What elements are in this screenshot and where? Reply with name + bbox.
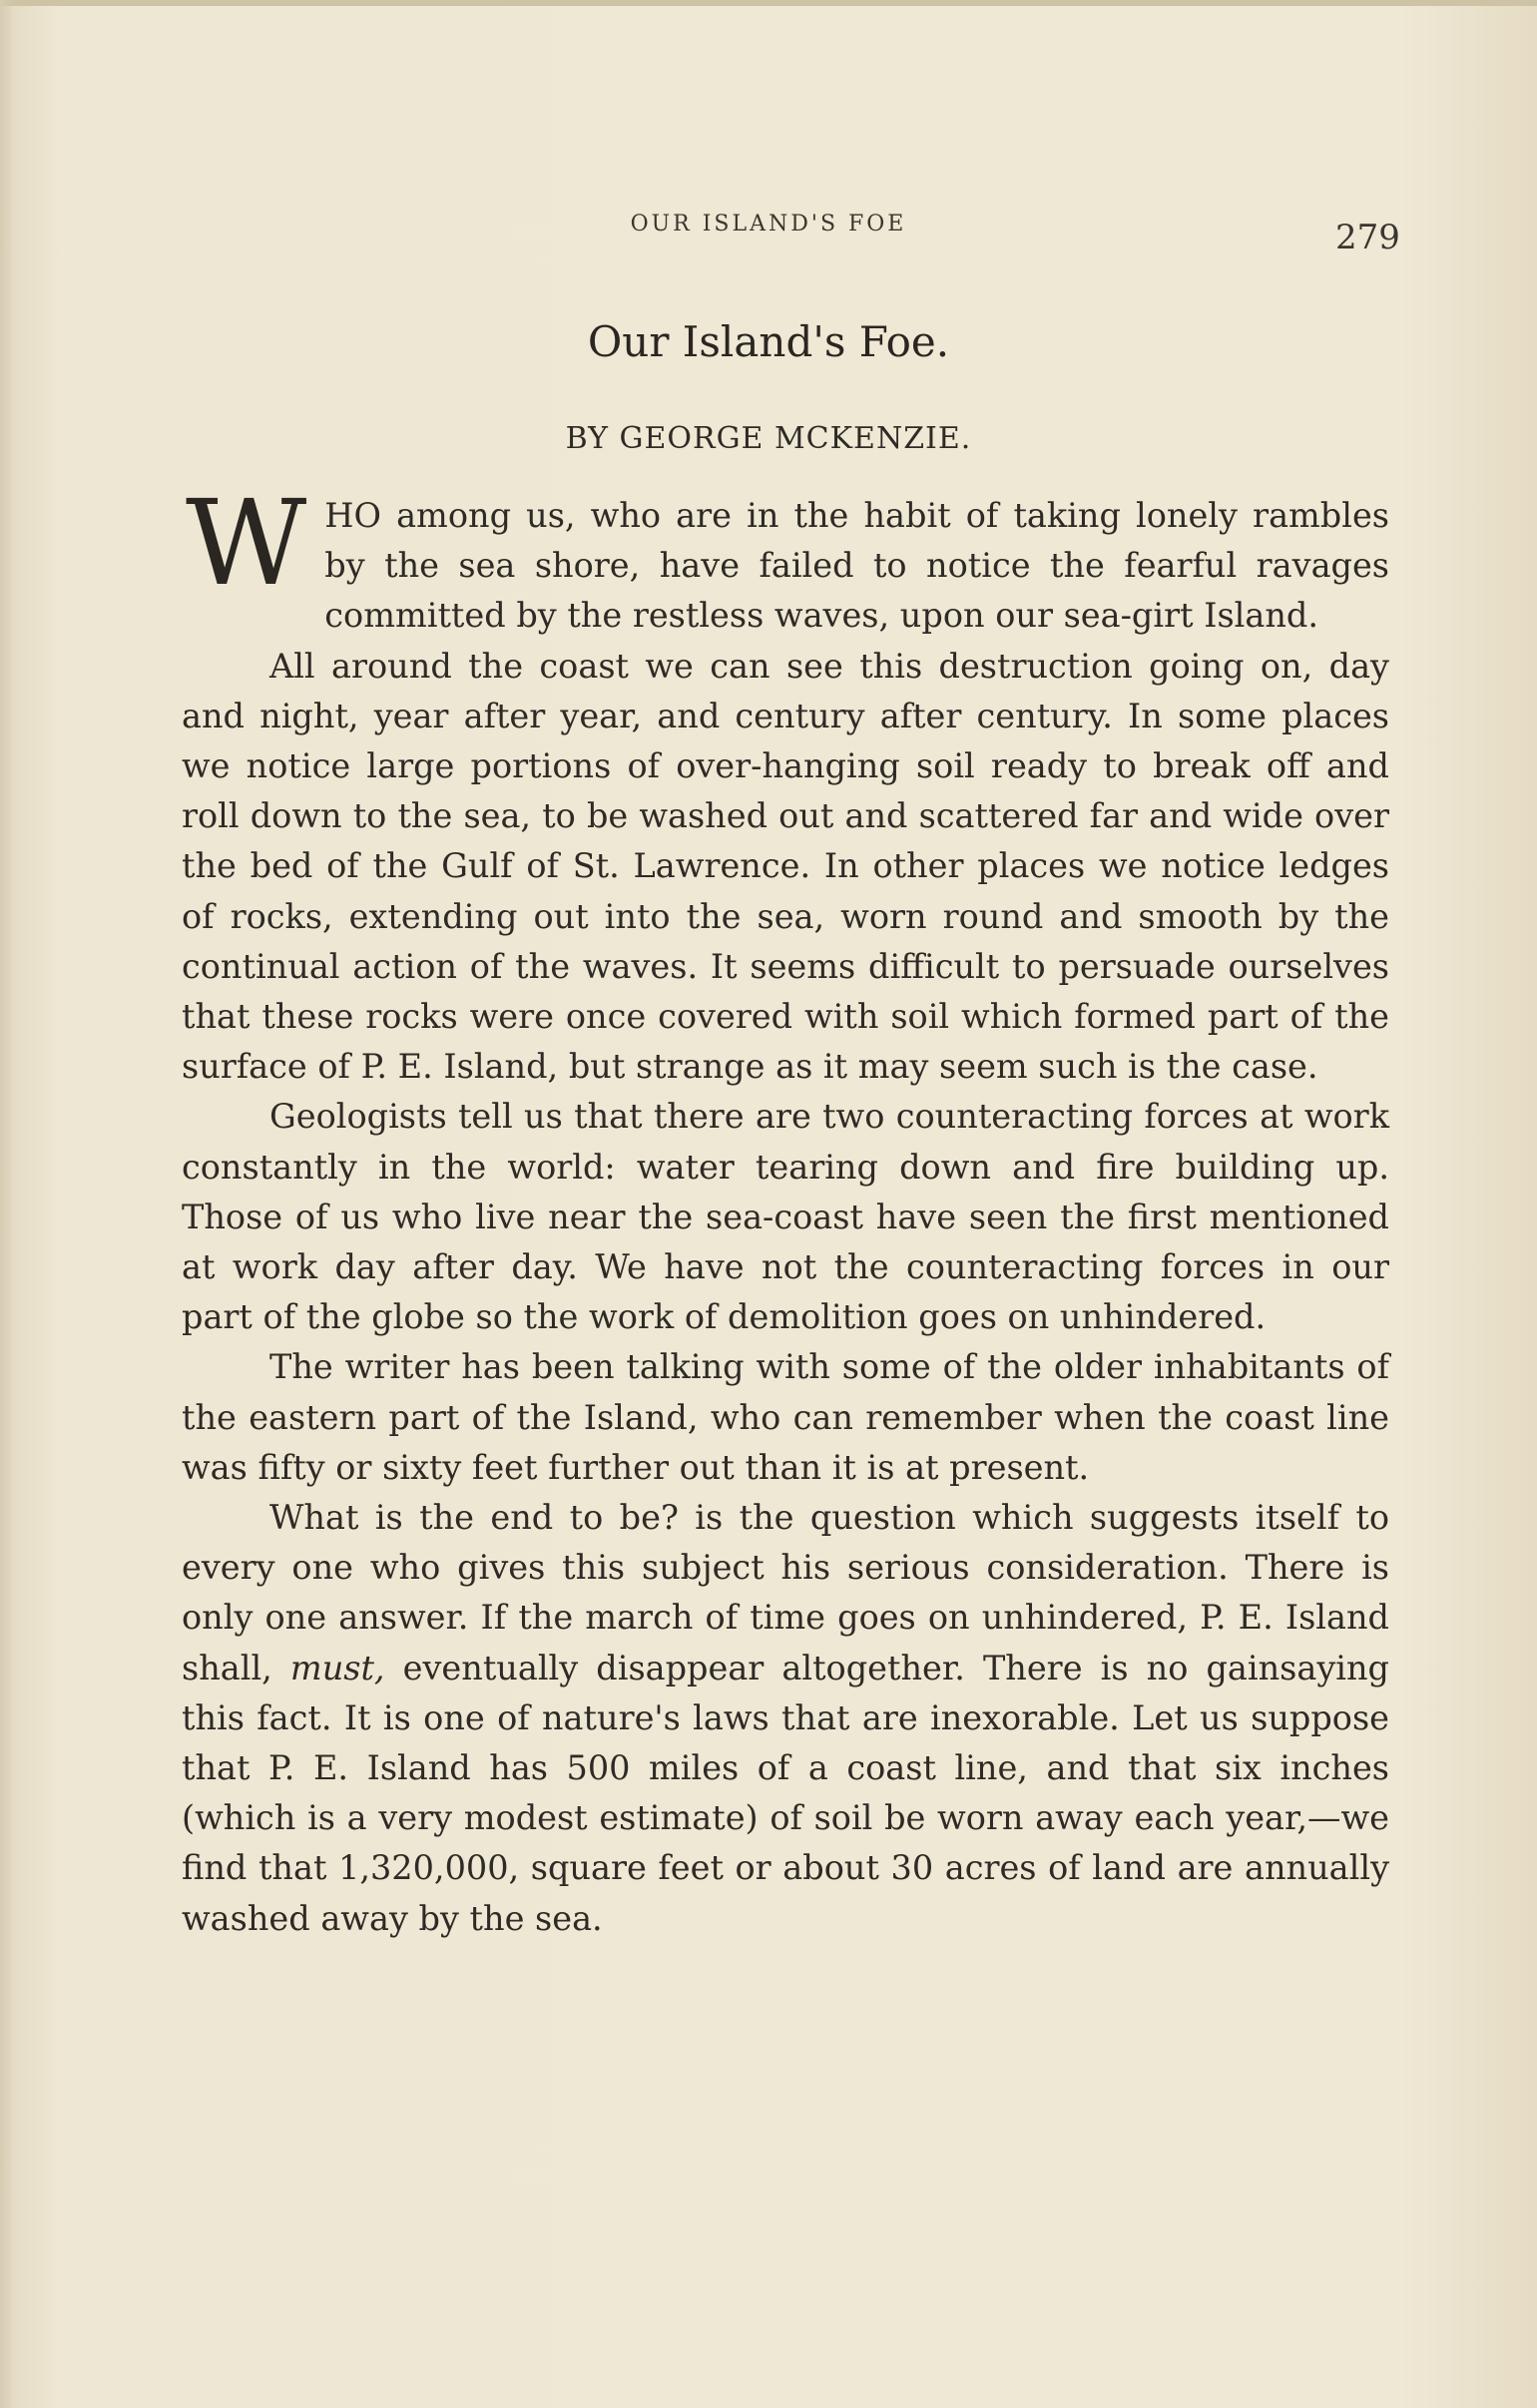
paragraph-1 (182, 474, 1389, 642)
running-head: OUR ISLAND'S FOE (630, 212, 907, 237)
paragraph-5-text-b: eventually disappear altogether. There is no gainsaying this fact. It is one of nature's laws that are inexorable. Let us suppose that P. E. Island has 500 miles of a coast line, and that six inches (which is a very modest estimate) of soil be worn away each year,—we find that 1,320,000, square feet or about 30 acres of land are annually washed away by the sea. (182, 1648, 1389, 1938)
article-title: Our Island's Foe. (587, 317, 950, 366)
article-byline: BY GEORGE MCKENZIE. (565, 421, 972, 456)
paragraph-5-text-a: What is the end to be? is the question which suggests itself to every one who gives this subject his serious consideration. There is only one answer. If the march of time goes on unhindered, P. E. Island shall, (182, 1498, 1389, 1687)
emphasis-must: must, (289, 1648, 385, 1687)
paragraph-5 (182, 1493, 1389, 1944)
paragraph-3: Geologists tell us that there are two counteracting forces at work constantly in the world: water tearing down and fire building up. Those of us who live near the sea-coast have seen the first mentioned at work day after day. We have not the counteracting forces in our part of the globe so the work of demolition goes on unhindered. (182, 1097, 1389, 1337)
page-number: 279 (1335, 218, 1400, 257)
paragraph-2: All around the coast we can see this destruction going on, day and night, year after year, and century after century. In some places we notice large portions of over-hanging soil ready to break off and roll down to the sea, to be washed out and scattered far and wide over the bed of the Gulf of St. Lawrence. In other places we notice ledges of rocks, extending out into the sea, worn round and smooth by the continual action of the waves. It seems difficult to persuade ourselves that these rocks were once covered with soil which formed part of the surface of P. E. Island, but strange as it may seem such is the case. (182, 646, 1389, 1087)
article-body (182, 474, 1389, 1944)
paragraph-4: The writer has been talking with some of the older inhabitants of the eastern part of the Island, who can remember when the coast line was fifty or sixty feet further out than it is at present. (182, 1347, 1389, 1487)
page-top-edge (0, 0, 1537, 6)
paragraph-1-text: HO among us, who are in the habit of taking lonely rambles by the sea shore, have failed to notice the fearful ravages committed by the restless waves, upon our sea-girt Island. (324, 496, 1389, 636)
drop-cap: W (186, 474, 307, 612)
